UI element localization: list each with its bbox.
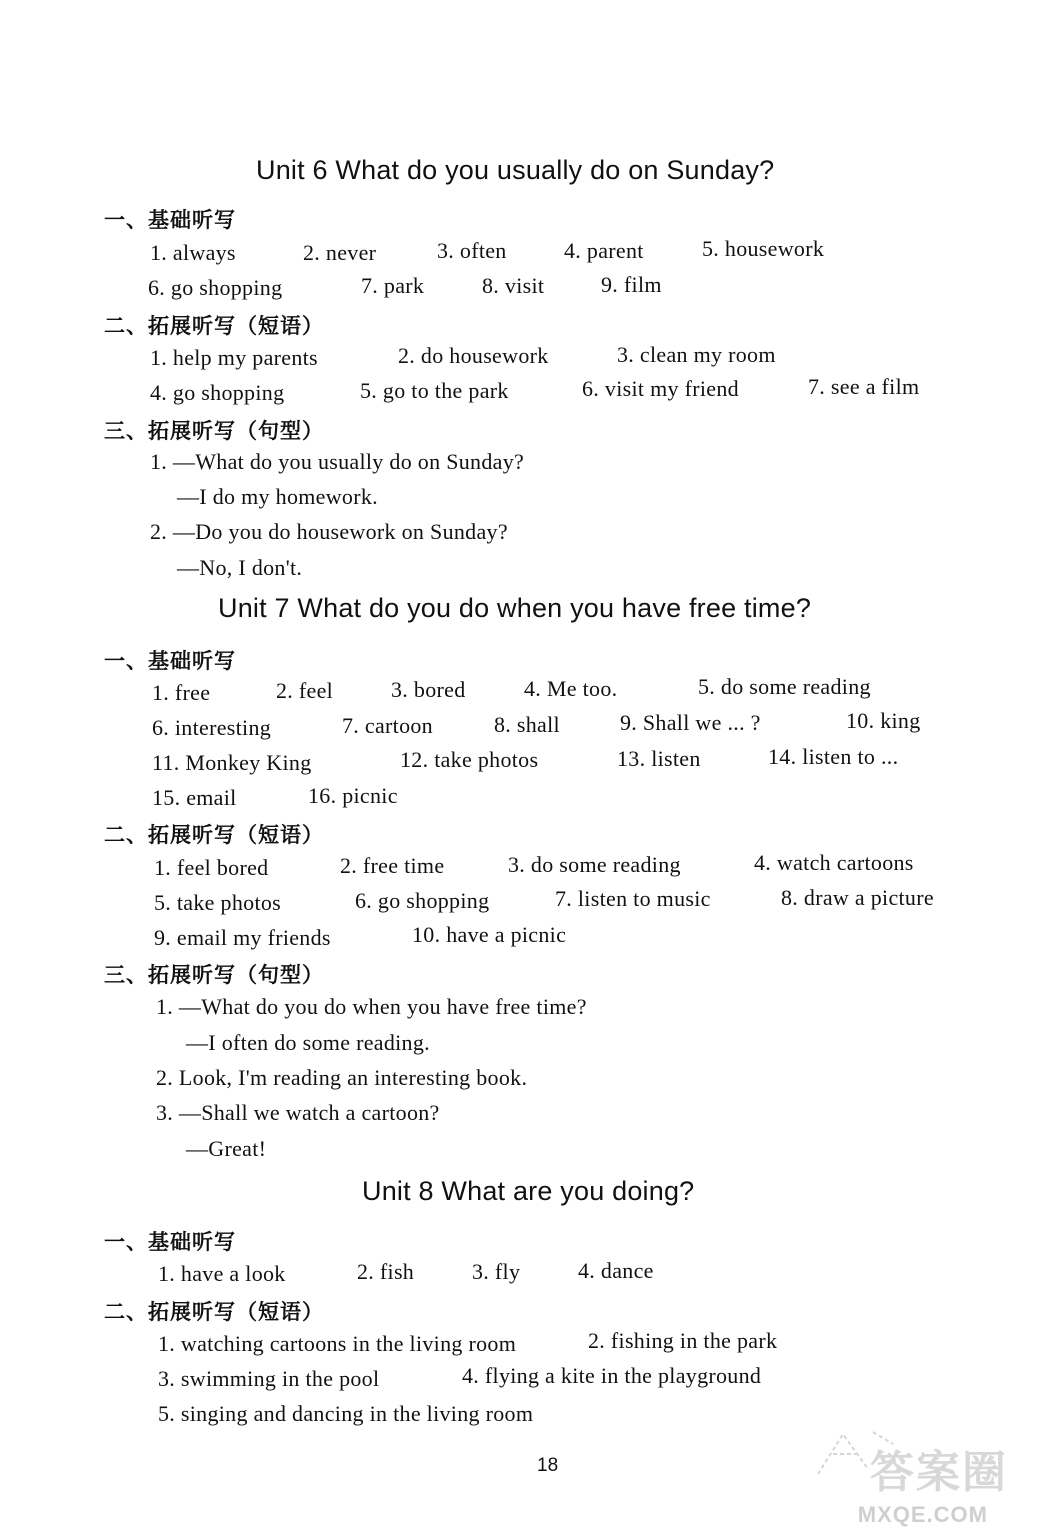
- list-item: 1. feel bored: [154, 855, 269, 880]
- list-item: 4. flying a kite in the playground: [462, 1363, 762, 1388]
- list-item: 4. Me too.: [524, 676, 618, 701]
- list-item: 1. have a look: [158, 1261, 286, 1286]
- list-item: 5. do some reading: [698, 674, 871, 699]
- page-number: 18: [537, 1455, 559, 1476]
- list-item: 5. go to the park: [360, 378, 509, 403]
- list-item: 9. film: [601, 272, 662, 297]
- watermark-chars: 答案圈: [870, 1447, 1008, 1498]
- list-item: 13. listen: [617, 746, 701, 771]
- list-item: 5. take photos: [154, 890, 282, 915]
- list-item: 8. visit: [482, 273, 545, 298]
- list-item: —No, I don't.: [177, 555, 303, 580]
- list-item: 2. free time: [340, 853, 445, 878]
- list-item: 6. go shopping: [355, 888, 490, 913]
- list-item: 6. go shopping: [148, 275, 283, 300]
- list-item: 1. —What do you do when you have free time?: [156, 994, 587, 1019]
- unit-6-sentences-heading: 三、拓展听写（句型）: [104, 419, 324, 443]
- list-item: 7. park: [361, 273, 425, 298]
- list-item: 2. do housework: [398, 343, 549, 368]
- list-item: —I do my homework.: [177, 484, 378, 509]
- list-item: —Great!: [186, 1136, 267, 1161]
- list-item: 5. housework: [702, 236, 825, 261]
- list-item: 14. listen to ...: [768, 744, 899, 769]
- watermark-site: MXQE.COM: [857, 1502, 988, 1527]
- list-item: 4. dance: [578, 1258, 654, 1283]
- list-item: 6. interesting: [152, 715, 272, 740]
- list-item: 11. Monkey King: [152, 750, 312, 775]
- list-item: 15. email: [152, 785, 237, 810]
- list-item: 2. fishing in the park: [588, 1328, 778, 1353]
- list-item: 2. never: [303, 240, 377, 265]
- list-item: 3. —Shall we watch a cartoon?: [156, 1100, 440, 1125]
- watermark: [798, 1414, 1028, 1534]
- list-item: 3. often: [437, 238, 507, 263]
- list-item: 10. king: [846, 708, 921, 733]
- list-item: 5. singing and dancing in the living room: [158, 1401, 534, 1426]
- unit-6-basic-heading: 一、基础听写: [104, 208, 236, 232]
- list-item: 2. Look, I'm reading an interesting book.: [156, 1065, 528, 1090]
- list-item: 3. bored: [391, 677, 466, 702]
- list-item: 3. do some reading: [508, 852, 681, 877]
- list-item: 8. draw a picture: [781, 885, 934, 910]
- unit-7-phrases-heading: 二、拓展听写（短语）: [104, 823, 324, 847]
- unit-8-title: Unit 8 What are you doing?: [362, 1176, 695, 1206]
- unit-6-title: Unit 6 What do you usually do on Sunday?: [256, 155, 775, 185]
- list-item: 3. clean my room: [617, 342, 776, 367]
- list-item: 4. go shopping: [150, 380, 285, 405]
- list-item: 12. take photos: [400, 747, 539, 772]
- list-item: 2. feel: [276, 678, 334, 703]
- list-item: 9. email my friends: [154, 925, 331, 950]
- list-item: 7. listen to music: [555, 886, 711, 911]
- unit-8-basic-heading: 一、基础听写: [104, 1230, 236, 1254]
- unit-6-phrases-heading: 二、拓展听写（短语）: [104, 314, 324, 338]
- list-item: 2. fish: [357, 1259, 415, 1284]
- list-item: 3. fly: [472, 1259, 521, 1284]
- list-item: 2. —Do you do housework on Sunday?: [150, 519, 508, 544]
- list-item: 7. cartoon: [342, 713, 433, 738]
- list-item: 16. picnic: [308, 783, 398, 808]
- list-item: 6. visit my friend: [582, 376, 739, 401]
- list-item: 1. help my parents: [150, 345, 318, 370]
- list-item: 3. swimming in the pool: [158, 1366, 380, 1391]
- list-item: 7. see a film: [808, 374, 920, 399]
- list-item: 1. always: [150, 240, 236, 265]
- list-item: 9. Shall we ... ?: [620, 710, 761, 735]
- unit-8-phrases-heading: 二、拓展听写（短语）: [104, 1300, 324, 1324]
- list-item: 8. shall: [494, 712, 560, 737]
- list-item: 4. watch cartoons: [754, 850, 914, 875]
- unit-7-basic-heading: 一、基础听写: [104, 649, 236, 673]
- list-item: 1. watching cartoons in the living room: [158, 1331, 517, 1356]
- list-item: 1. free: [152, 680, 211, 705]
- unit-7-sentences-heading: 三、拓展听写（句型）: [104, 963, 324, 987]
- list-item: 4. parent: [564, 238, 644, 263]
- list-item: —I often do some reading.: [186, 1030, 430, 1055]
- list-item: 1. —What do you usually do on Sunday?: [150, 449, 525, 474]
- unit-7-title: Unit 7 What do you do when you have free time?: [218, 593, 812, 623]
- list-item: 10. have a picnic: [412, 922, 567, 947]
